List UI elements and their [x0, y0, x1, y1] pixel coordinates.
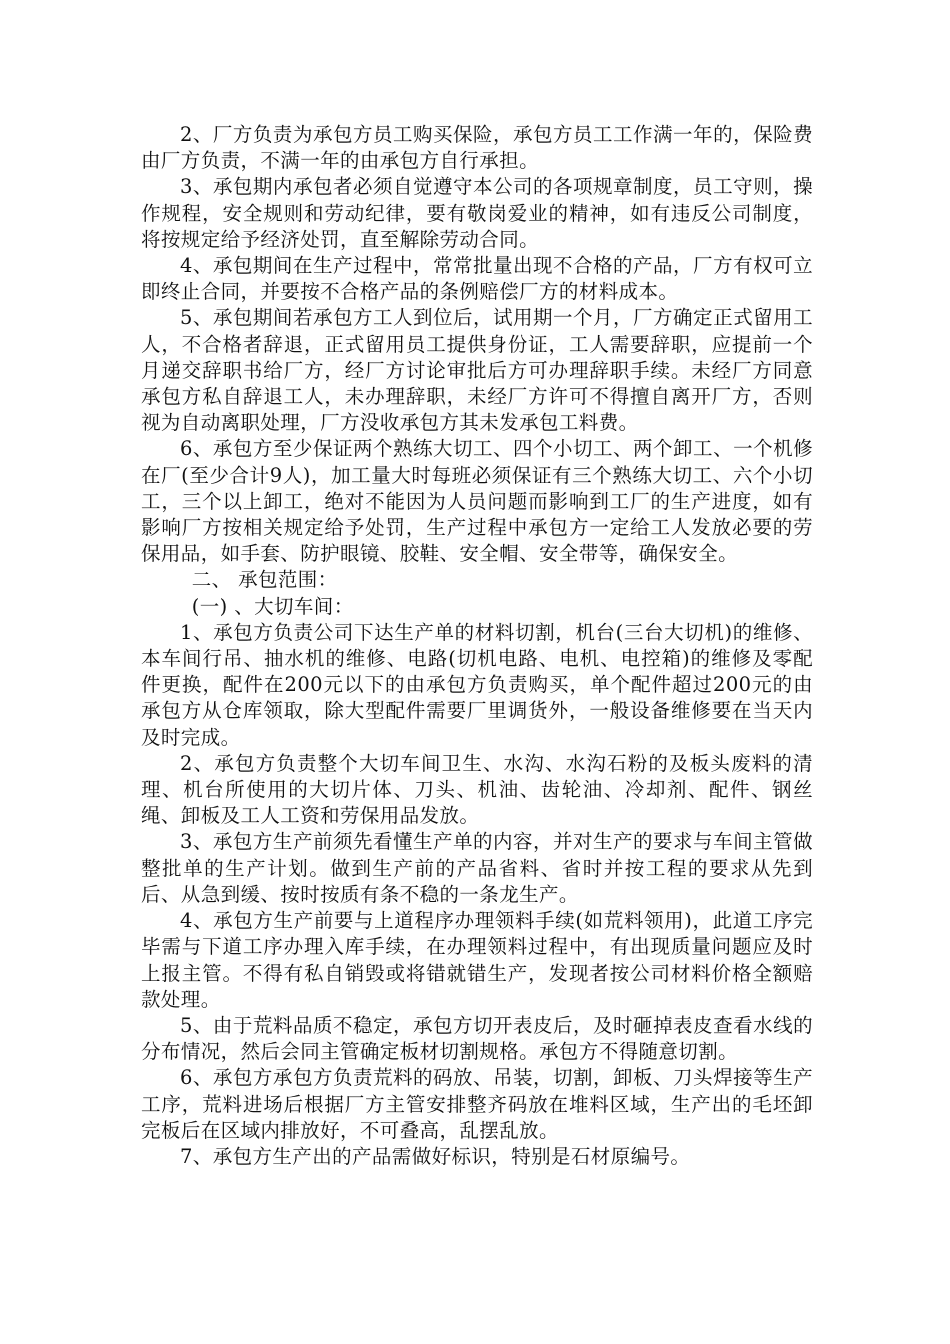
clause-defective-products: 4、承包期间在生产过程中，常常批量出现不合格的产品，厂方有权可立即终止合同，并要按不合格产品的条例赔偿厂方的材料成本。 — [141, 254, 813, 304]
scope-item-labeling: 7、承包方生产出的产品需做好标识，特别是石材原编号。 — [180, 1144, 691, 1168]
clause-probation-resignation: 5、承包期间若承包方工人到位后，试用期一个月，厂方确定正式留用工人，不合格者辞退，正式留用员工提供身份证，工人需要辞职，应提前一个月递交辞职书给厂方，经厂方讨论审批后方可办理辞职手续。未经厂方同意承包方私自辞退工人，未办理辞职，未经厂方许可不得擅自离开厂方，否则视为自动离职处理，厂方没收承包方其未发承包工料费。 — [141, 306, 813, 435]
section-heading: 二、 承包范围： — [191, 568, 338, 592]
scope-item-block-inspection: 5、由于荒料品质不稳定，承包方切开表皮后，及时砸掉表皮查看水线的分布情况，然后会同主管确定板材切割规格。承包方不得随意切割。 — [141, 1013, 813, 1064]
document-body — [141, 122, 813, 1170]
clause-staffing: 6、承包方至少保证两个熟练大切工、四个小切工、两个卸工、一个机修在厂(至少合计9人)，加工量大时每班必须保证有三个熟练大切工、六个小切工，三个以上卸工，绝对不能因为人员问题而影响到工厂的生产进度，如有影响厂方按相关规定给予处罚，生产过程中承包方一定给工人发放必要的劳保用品，如手套、防护眼镜、胶鞋、安全帽、安全带等，确保安全。 — [141, 437, 813, 566]
scope-item-material-handover: 4、承包方生产前要与上道程序办理领料手续(如荒料领用)，此道工序完毕需与下道工序办理入库手续，在办理领料过程中，有出现质量问题应及时上报主管。不得有私自销毁或将错就错生产，发现者按公司材料价格全额赔款处理。 — [141, 909, 813, 1011]
scope-item-production-plan: 3、承包方生产前须先看懂生产单的内容，并对生产的要求与车间主管做整批单的生产计划。做到生产前的产品省料、省时并按工程的要求从先到后、从急到缓、按时按质有条不稳的一条龙生产。 — [141, 830, 813, 906]
scope-item-block-handling: 6、承包方承包方负责荒料的码放、吊装，切割，卸板、刀头焊接等生产工序，荒料进场后根据厂方主管安排整齐码放在堆料区域，生产出的毛坯卸完板后在区域内排放好，不可叠高，乱摆乱放。 — [141, 1066, 813, 1142]
scope-item-cleaning-supplies: 2、承包方负责整个大切车间卫生、水沟、水沟石粉的及板头废料的清理、机台所使用的大切片体、刀头、机油、齿轮油、冷却剂、配件、钢丝绳、卸板及工人工资和劳保用品发放。 — [141, 751, 813, 828]
clause-insurance: 2、厂方负责为承包方员工购买保险，承包方员工工作满一年的，保险费由厂方负责，不满一年的由承包方自行承担。 — [141, 123, 813, 173]
subsection-heading: (一) 、大切车间： — [191, 594, 354, 618]
scope-item-cutting-maintenance: 1、承包方负责公司下达生产单的材料切割，机台(三台大切机)的维修、本车间行吊、抽水机的维修、电路(切机电路、电机、电控箱)的维修及零配件更换，配件在200元以下的由承包方负责购买，单个配件超过200元的由承包方从仓库领取，除大型配件需要厂里调货外，一般设备维修要在当天内及时完成。 — [141, 620, 813, 749]
clause-rules-compliance: 3、承包期内承包者必须自觉遵守本公司的各项规章制度，员工守则，操作规程，安全规则和劳动纪律，要有敬岗爱业的精神，如有违反公司制度，将按规定给予经济处罚，直至解除劳动合同。 — [141, 175, 813, 251]
